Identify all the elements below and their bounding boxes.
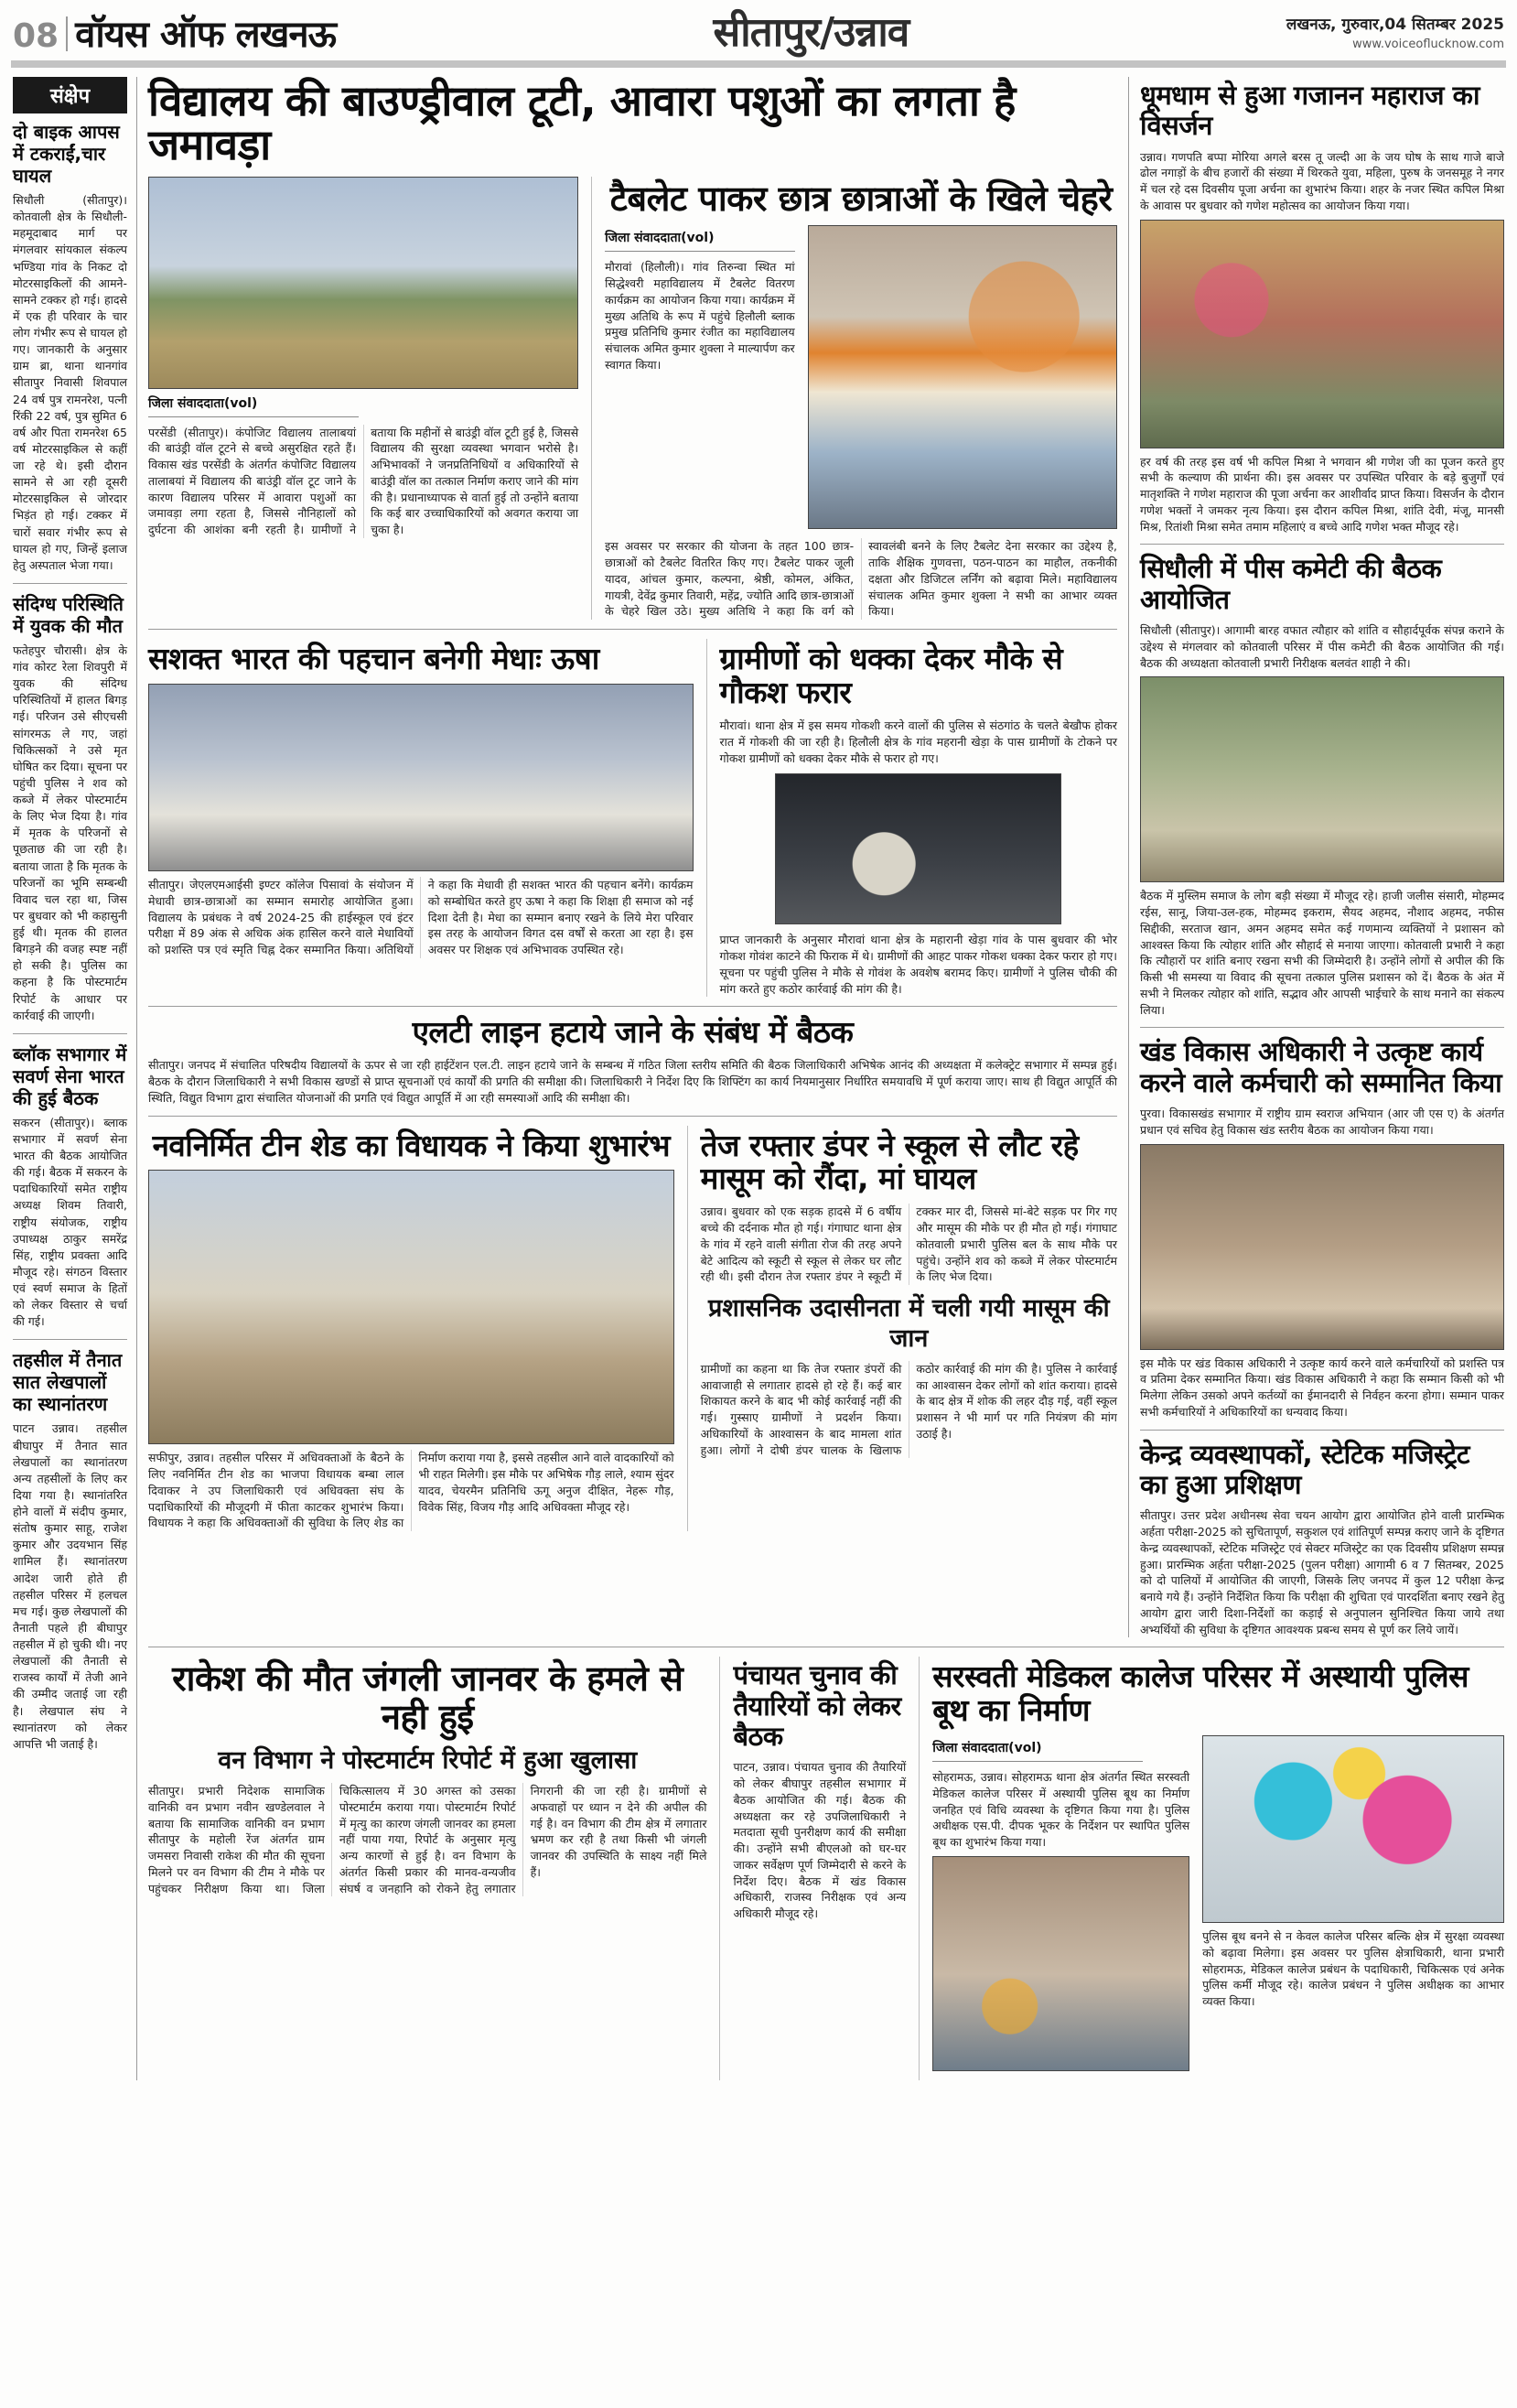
- article-body: बैठक में मुस्लिम समाज के लोग बड़ी संख्या में मौजूद रहे। हाजी जलीस संसारी, मोहम्मद रईस, सानू, जिया-उल-हक, मोहम्मद इकराम, सैयद अहमद, नौशाद अहमद, नफीस सिद्दीकी, सरताज खान, अमन अहमद समेत कई गणमान्य व्यक्तियों ने प्रशासन को आश्वस्त किया कि त्योहार शांति और सौहार्द से मनाया जाएगा। कोतवाली प्रभारी ने कहा कि त्यौहारों पर शांति बनाए रखना सभी की जिम्मेदारी है। उन्होंने लोगों से अपील की कि किसी भी समस्या या विवाद की सूचना तत्काल पुलिस प्रशासन को दें। बैठक के अंत में सभी ने मिलकर त्योहार को शांति, सद्भाव और आपसी भाईचारे के साथ मनाने का संकल्प लिया।: [1140, 889, 1504, 1017]
- right-column: [1140, 77, 1504, 1637]
- article-dumper-accident: [687, 1126, 1117, 1532]
- subhead-administrative-apathy: प्रशासनिक उदासीनता में चली गयी मासूम की जान: [708, 1294, 1110, 1353]
- article-body: ग्रामीणों का कहना था कि तेज रफ्तार डंपरों की आवाजाही से लगातार हादसे हो रहे हैं। कई बार शिकायत करने के बाद भी कोई कार्रवाई नहीं की गई। गुस्साए ग्रामीणों ने प्रदर्शन किया। अधिकारियों के आश्वासन के बाद मामला शांत हुआ। लोगों ने दोषी डंपर चालक के खिलाफ कठोर कार्रवाई की मांग की है। पुलिस ने कार्रवाई का आश्वासन देकर लोगों को शांत कराया। हादसे के बाद क्षेत्र में शोक की लहर दौड़ गई, वहीं स्कूल प्रशासन ने भी मार्ग पर गति नियंत्रण की मांग उठाई है।: [700, 1361, 1117, 1457]
- article-lead: मौरावां। थाना क्षेत्र में इस समय गोकशी करने वालों की पुलिस से संठगांठ के चलते बेखौफ होकर रात में गोकशी की जा रही है। हिलौली क्षेत्र के गांव महरानी खेड़ा के पास ग्रामीणों के टोकने पर गोकश ग्रामीणों को धक्का देकर मौके से फरार हो गए।: [719, 718, 1117, 765]
- sidebar-article-savarna-sena-meeting: [13, 1043, 127, 1331]
- masthead-divider: [66, 16, 68, 51]
- masthead: [0, 0, 1517, 57]
- article-lead: उन्नाव। बुधवार को एक सड़क हादसे में 6 वर्षीय बच्चे की दर्दनाक मौत हो गई। गंगाघाट थाना क्षेत्र के गांव में रहने वाली संगीता रोज की तरह अपने बेटे आदित्य को स्कूटी से स्कूल से लेकर घर लौट रही थी। इसी दौरान तेज रफ्तार डंपर ने स्कूटी में टक्कर मार दी, जिससे मां-बेटे सड़क पर गिर गए और मासूम की मौके पर ही मौत हो गई। गंगाघाट कोतवाली प्रभारी पुलिस बल के साथ मौके पर पहुंचे। उन्होंने शव को कब्जे में लेकर पोस्टमार्टम के लिए भेज दिया।: [700, 1204, 1117, 1284]
- headline-lt-line-meeting: एलटी लाइन हटाये जाने के संबंध में बैठक: [412, 1014, 854, 1051]
- section-name: सीतापुर/उन्नाव: [713, 9, 909, 57]
- headline-tin-shed: नवनिर्मित टीन शेड का विधायक ने किया शुभारंभ: [152, 1127, 671, 1163]
- main-column: [148, 77, 1129, 1637]
- dateline: लखनऊ, गुरुवार,04 सितम्बर 2025: [1286, 16, 1504, 34]
- headline-dumper-accident: तेज रफ्तार डंपर ने स्कूल से लौट रहे मासूम को रौंदा, मां घायल: [700, 1127, 1079, 1197]
- separator: [13, 583, 127, 584]
- article-body: सफीपुर, उन्नाव। तहसील परिसर में अधिवक्ताओं के बैठने के लिए नवनिर्मित टीन शेड का भाजपा विधायक बम्बा लाल दिवाकर ने उप जिलाधिकारी एवं अधिवक्ता संघ के पदाधिकारियों की मौजूदगी में फीता काटकर शुभारंभ किया। विधायक ने कहा कि अधिवक्ताओं की सुविधा के लिए शेड का निर्माण कराया गया है, इससे तहसील आने वाले वादकारियों को भी राहत मिलेगी। इस मौके पर अभिषेक गौड़ लाले, श्याम सुंदर यादव, चेयरमैन प्रतिनिधि ऊगू अनुज दीक्षित, नेहरू गौड़, विवेक सिंह, विजय गौड़ आदि अधिवक्ता मौजूद रहे।: [148, 1451, 674, 1530]
- article-peace-committee: [1140, 554, 1504, 1018]
- sidebar-article-bike-collision: [13, 121, 127, 574]
- sidebar-body: सकरन (सीतापुर)। ब्लाक सभागार में सवर्ण सेना भारत की बैठक आयोजित की गई। बैठक में सकरन के पदाधिकारियों समेत राष्ट्रीय अध्यक्ष शिवम तिवारी, राष्ट्रीय संयोजक, राष्ट्रीय उपाध्यक्ष ठाकुर समरेंद्र सिंह, राष्ट्रीय प्रवक्ता आदि मौजूद रहे। संगठन विस्तार एवं स्वर्ण समाज के हितों को लेकर विस्तार से चर्चा की गई।: [13, 1115, 127, 1329]
- sidebar-headline: ब्लॉक सभागार में सवर्ण सेना भारत की हुई बैठक: [13, 1042, 127, 1109]
- headline-magistrate-training: केन्द्र व्यवस्थापकों, स्टेटिक मजिस्ट्रेट का हुआ प्रशिक्षण: [1140, 1438, 1469, 1500]
- article-school-boundary: [148, 177, 578, 621]
- headline-ganesh-visarjan: धूमधाम से हुआ गजानन महाराज का विसर्जन: [1140, 80, 1479, 142]
- article-lead: मौरावां (हिलौली)। गांव तिरुन्वा स्थित मां सिद्धेश्वरी महाविद्यालय में टैबलेट वितरण कार्यक्रम का आयोजन किया गया। कार्यक्रम में मुख्य अतिथि के रूप में पहुंचे हिलौली ब्लाक प्रमुख प्रतिनिधि कुमार रंजीत का महाविद्यालय संचालक अमित कुमार शुक्ला ने माल्यार्पण कर स्वागत किया।: [605, 260, 795, 372]
- article-police-booth: [919, 1657, 1504, 2080]
- article-body: इस मौके पर खंड विकास अधिकारी ने उत्कृष्ट कार्य करने वाले कर्मचारियों को प्रशस्ति पत्र व प्रतिमा देकर सम्मानित किया। खंड विकास अधिकारी ने कहा कि सम्मान किसी को भी मिलेगा लेकिन उसको अपने कर्तव्यों का ईमानदारी से निर्वहन करना होगा। सम्मान पाकर सभी कर्मचारियों ने अधिकारियों का धन्यवाद किया।: [1140, 1355, 1504, 1419]
- police-booth-pooja-photo: [932, 1856, 1189, 2071]
- sidebar-headline: संदिग्ध परिस्थिति में युवक की मौत: [13, 592, 124, 637]
- article-ganesh-visarjan: [1140, 81, 1504, 535]
- headline-school-boundary-wall: विद्यालय की बाउण्ड्रीवाल टूटी, आवारा पशुओं का लगता है जमावड़ा: [148, 76, 1016, 170]
- website-url: www.voiceoflucknow.com: [1352, 38, 1504, 51]
- headline-rakesh-death: राकेश की मौत जंगली जानवर के हमले से नही हुई: [172, 1658, 683, 1738]
- article-body: इस अवसर पर सरकार की योजना के तहत 100 छात्र-छात्राओं को टैबलेट वितरित किए गए। टैबलेट पाकर जूली यादव, आंचल कुमार, कल्पना, श्रेष्ठी, कोमल, अंकित, गायत्री, देवेंद्र कुमार तिवारी, महेंद्र, ज्योति आदि छात्र-छात्राओं के चेहरे खिल उठे। मुख्य अतिथि ने कहा कि वर्ग को स्वावलंबी बनने के लिए टैबलेट देना सरकार का उद्देश्य है, ताकि शैक्षिक गुणवत्ता, पठन-पाठन का माहौल, तकनीकी दक्षता और डिजिटल लर्निंग को बढ़ावा मिले। महाविद्यालय संचालक अमित कुमार शुक्ला ने सभी का आभार व्यक्त किया।: [605, 539, 1117, 619]
- page-number: 08: [13, 16, 59, 55]
- article-body: सीतापुर। जेएलएमआईसी इण्टर कॉलेज पिसावां के संयोजन में मेधावी छात्र-छात्राओं का सम्मान समारोह आयोजित हुआ। विद्यालय के प्रबंधक ने वर्ष 2024-25 की हाईस्कूल एवं इंटर परीक्षा में 89 अंक से अधिक अंक हासिल करने वाले मेधावियों को प्रशस्ति पत्र एवं स्मृति चिह्न देकर सम्मानित किया। अतिथियों ने कहा कि मेधावी ही सशक्त भारत की पहचान बनेंगे। कार्यक्रम को सम्बोधित करते हुए ऊषा ने कहा कि शिक्षा ही समाज को नई दिशा देती है। मेधा का सम्मान बनाए रखने के लिये मेरा परिवार इस तरह के आयोजन विगत दस वर्षों से करता आ रहा है। इस अवसर पर शिक्षक एवं अभिभावक उपस्थित रहे।: [148, 878, 694, 957]
- sidebar-headline: दो बाइक आपस में टकराईं,चार घायल: [13, 121, 120, 187]
- separator: [148, 629, 1117, 630]
- headline-gokash-farar: ग्रामीणों को धक्का देकर मौके से गौकश फरार: [719, 641, 1063, 711]
- tin-shed-inauguration-photo: [148, 1170, 674, 1444]
- article-body: पुरवा। विकासखंड सभागार में राष्ट्रीय ग्राम स्वराज अभियान (आर जी एस ए) के अंतर्गत प्रधान एवं सचिव हेतु विकास खंड स्तरीय बैठक का आयोजन किया गया।: [1140, 1107, 1504, 1137]
- article-body: उन्नाव। गणपति बप्पा मोरिया अगले बरस तू जल्दी आ के जय घोष के साथ गाजे बाजे ढोल नगाड़ों के बीच हजारों की संख्या में थिरकते युवा, महिला, पुरुष के जनसमूह ने नगर में चल रहे दस दिवसीय पूजा अर्चना का शुभारंभ किया। शहर के नजर स्थित कपिल मिश्रा के आवास पर बुधवार को गणेश महोत्सव का आयोजन किया गया।: [1140, 149, 1504, 212]
- article-rakesh-death: [148, 1657, 706, 2080]
- ganesh-procession-photo: [1140, 220, 1504, 448]
- article-body: हर वर्ष की तरह इस वर्ष भी कपिल मिश्रा ने भगवान श्री गणेश जी का पूजन करते हुए सभी के कल्याण की प्रार्थना की। इस अवसर पर उपस्थित परिवार के बड़े बुजुर्गों एवं मातृशक्ति ने गणेश महाराज की पूजा अर्चना कर आशीर्वाद प्राप्त किया। विसर्जन के दौरान गणेश भक्तों ने जमकर नृत्य किया। इस दौरान कपिल मिश्रा, शांति देवी, मंजू, मानसी मिश्र, रितांशी मिश्रा समेत तमाम महिलाएं व बच्चे आदि गणेश भक्त मौजूद रहे।: [1140, 454, 1504, 534]
- article-gokash-farar: [706, 639, 1117, 997]
- byline-district-correspondent: जिला संवाददाता(vol): [932, 1739, 1143, 1762]
- article-body: पुलिस बूथ बनने से न केवल कालेज परिसर बल्कि क्षेत्र में सुरक्षा व्यवस्था को बढ़ावा मिलेगा। इस अवसर पर पुलिस क्षेत्राधिकारी, थाना प्रभारी सोहरामऊ, मेडिकल कालेज प्रबंधन के पदाधिकारी, चिकित्सक एवं अनेक पुलिस कर्मी मौजूद रहे। कालेज प्रबंधन ने पुलिस अधीक्षक का आभार व्यक्त किया।: [1202, 1929, 1504, 2009]
- article-body: प्राप्त जानकारी के अनुसार मौरावां थाना क्षेत्र के महारानी खेड़ा गांव के पास बुधवार की भोर गोकश गोवंश काटने की फिराक में थे। ग्रामीणों की आहट पाकर गोकश धक्का देकर फरार हो गए। सूचना पर पहुंची पुलिस ने मौके से गोवंश के अवशेष बरामद किए। ग्रामीणों ने पुलिस चौकी की मांग करते हुए कठोर कार्रवाई की मांग की है।: [719, 933, 1117, 996]
- article-body: परसेंडी (सीतापुर)। कंपोजिट विद्यालय तालाबयां की बाउंड्री वॉल टूटने से बच्चे असुरक्षित रहते हैं। विकास खंड परसेंडी के अंतर्गत कंपोजिट विद्यालय तालाबयां में विद्यालय की बाउंड्री वॉल टूट जाने के कारण विद्यालय परिसर में आवारा पशुओं का जमावड़ा लगा रहता है, जिससे नौनिहालों को दुर्घटना की आशंका बनी रहती है। ग्रामीणों ने बताया कि महीनों से बाउंड्री वॉल टूटी हुई है, जिससे विद्यालय की सुरक्षा व्यवस्था भगवान भरोसे है। अभिभावकों ने जनप्रतिनिधियों व अधिकारियों से बाउंड्री वॉल का तत्काल निर्माण कराए जाने की मांग की है। प्रधानाध्यापक से वार्ता हुई तो उन्होंने बताया कि कई बार उच्चाधिकारियों को अवगत कराया जा चुका है।: [148, 425, 579, 537]
- article-body: सीतापुर। प्रभारी निदेशक सामाजिक वानिकी वन प्रभाग नवीन खण्डेलवाल ने बताया कि सामाजिक वानिकी वन प्रभाग सीतापुर के महोली रेंज अंतर्गत ग्राम जमसरा निवासी राकेश की मौत की सूचना मिलने पर वन विभाग की टीम ने मौके पर पहुंचकर निरीक्षण किया था। जिला चिकित्सालय में 30 अगस्त को उसका पोस्टमार्टम कराया गया। पोस्टमार्टम रिपोर्ट में मृत्यु का कारण जंगली जानवर का हमला नहीं पाया गया, रिपोर्ट के अनुसार मृत्यु अन्य कारणों से हुई है। वन विभाग के अंतर्गत किसी प्रकार की मानव-वन्यजीव संघर्ष व जनहानि को रोकने हेतु लगातार निगरानी की जा रही है। ग्रामीणों से अफवाहों पर ध्यान न देने की अपील की गई है। वन विभाग की टीम क्षेत्र में लगातार भ्रमण कर रही है तथा किसी भी जंगली जानवर की उपस्थिति के साक्ष्य नहीं मिले हैं।: [148, 1784, 707, 1895]
- article-body: सीतापुर। उत्तर प्रदेश अधीनस्थ सेवा चयन आयोग द्वारा आयोजित होने वाली प्रारम्भिक अर्हता परीक्षा-2025 को सुचितापूर्ण, सकुशल एवं शांतिपूर्ण सम्पन्न कराए जाने के दृष्टिगत केन्द्र व्यवस्थापकों, स्टेटिक मजिस्ट्रेट एवं सेक्टर मजिस्ट्रेट का एक दिवसीय प्रशिक्षण सम्पन्न हुआ। प्रारम्भिक अर्हता परीक्षा-2025 (पुलन परीक्षा) आगामी 6 व 7 सितम्बर, 2025 को दो पालियों में आयोजित की जाएगी, जिसके लिए जनपद में कुल 12 परीक्षा केन्द्र बनाये गये हैं। उन्होंने निर्देशित किया कि परीक्षा की शुचिता एवं पारदर्शिता बनाए रखने हेतु आयोग द्वारा जारी दिशा-निर्देशों का कड़ाई से अनुपालन सुनिश्चित किया जाये तथा अभ्यर्थियों की सुविधा के दृष्टिगत आवश्यक प्रबन्ध समय से पूर्ण कर लिये जायें।: [1140, 1508, 1504, 1636]
- sidebar-body: पाटन उन्नाव। तहसील बीघापुर में तैनात सात लेखपालों का स्थानांतरण अन्य तहसीलों के लिए कर दिया गया है। स्थानांतरित होने वालों में संदीप कुमार, संतोष कुमार साहू, राजेश कुमार और उदयभान सिंह शामिल हैं। स्थानांतरण आदेश जारी होते ही तहसील परिसर में हलचल मच गई। कुछ लेखपालों की तैनाती पहले ही बीघापुर तहसील में हो चुकी थी। नए लेखपालों की तैनाती से राजस्व कार्यों में तेजी आने की उम्मीद जताई जा रही है। लेखपाल संघ ने स्थानांतरण को लेकर आपत्ति भी जताई है।: [13, 1421, 127, 1751]
- sidebar-headline: तहसील में तैनात सात लेखपालों का स्थानांतरण: [13, 1349, 123, 1416]
- masthead-rule: [11, 60, 1506, 68]
- separator: [148, 1006, 1117, 1007]
- article-body: सिधौली (सीतापुर)। आगामी बारह वफात त्यौहार को शांति व सौहार्दपूर्वक संपन्न कराने के उद्देश्य से मंगलवार को कोतवाली परिसर में पीस कमेटी की बैठक आयोजित की गई। बैठक की अध्यक्षता कोतवाली प्रभारी निरीक्षक बलवंत शाही ने की।: [1140, 623, 1504, 670]
- sidebar-article-youth-death: [13, 593, 127, 1024]
- article-medha-samman: [148, 639, 694, 997]
- award-ceremony-group-photo: [148, 684, 694, 871]
- article-panchayat-election: [719, 1657, 906, 2080]
- tablet-distribution-photo: [808, 225, 1117, 529]
- separator: [1140, 1430, 1504, 1431]
- subhead-forest-dept-postmortem: वन विभाग ने पोस्टमार्टम रिपोर्ट में हुआ खुलासा: [218, 1745, 638, 1775]
- article-magistrate-training: [1140, 1440, 1504, 1638]
- byline-district-correspondent: जिला संवाददाता(vol): [148, 394, 359, 417]
- sidebar-body: फतेहपुर चौरासी। क्षेत्र के गांव कोरट रेला शिवपुरी में युवक की संदिग्ध परिस्थितियों में हालत बिगड़ गई। परिजन उसे सीएचसी सांगरमऊ ले गए, जहां चिकित्सकों ने उसे मृत घोषित कर दिया। सूचना पर पहुंची पुलिस ने शव को कब्जे में लेकर पोस्टमार्टम के लिए भेज दिया है। गांव में मृतक के परिजनों से पूछताछ की जा रही है। बताया जाता है कि मृतक के परिजनों का भूमि सम्बन्धी विवाद चल रहा था, जिस पर बुधवार को भी कहासुनी हुई थी। मृतक की हालत बिगड़ने की वजह स्पष्ट नहीं हो सकी है। पुलिस का कहना है कि पोस्टमार्टम रिपोर्ट के आधार पर कार्रवाई की जाएगी।: [13, 642, 127, 1022]
- headline-panchayat-election: पंचायत चुनाव की तैयारियों को लेकर बैठक: [733, 1659, 901, 1752]
- byline-district-correspondent: जिला संवाददाता(vol): [605, 229, 794, 252]
- bdo-felicitation-photo: [1140, 1144, 1504, 1350]
- night-cattle-photo: [775, 773, 1061, 924]
- headline-medha-samman: सशक्त भारत की पहचान बनेगी मेधाः ऊषा: [148, 641, 599, 677]
- separator: [13, 1033, 127, 1034]
- bottom-band: [148, 1647, 1504, 2080]
- article-bdo-honour: [1140, 1037, 1504, 1420]
- article-lead: सोहरामऊ, उन्नाव। सोहरामऊ थाना क्षेत्र अंतर्गत स्थित सरस्वती मेडिकल कालेज परिसर में अस्थायी पुलिस बूथ का निर्माण जनहित एवं विधि व्यवस्था के दृष्टिगत किया गया है। पुलिस अधीक्षक एस.पी. दीपक भूकर के निर्देशन पर स्थापित पुलिस बूथ का शुभारंभ किया गया।: [932, 1770, 1190, 1850]
- article-tin-shed-inauguration: [148, 1126, 674, 1532]
- school-building-photo: [148, 177, 578, 389]
- sidebar-article-lekhpal-transfer: [13, 1349, 127, 1753]
- sidebar-body: सिधौली (सीतापुर)। कोतवाली क्षेत्र के सिधौली-महमूदाबाद मार्ग पर मंगलवार सांयकाल संकल्प भण्डिया गांव के निकट दो मोटरसाइकिलों की आमने-सामने टक्कर हो गई। हादसे में एक ही परिवार के चार लोग गंभीर रूप से घायल हो गए। जानकारी के अनुसार ग्राम ब्रा, थाना थानगांव सीतापुर निवासी शिवपाल 24 वर्ष पुत्र रामनरेश, पत्नी रिंकी 22 वर्ष, पुत्र सुमित 6 वर्ष और पिता रामनरेश 65 वर्ष मोटरसाइकिल से कहीं जा रहे थे। इसी दौरान सामने से आ रही दूसरी मोटरसाइकिल से जोरदार भिड़ंत हो गई। टक्कर में चारों सवार गंभीर रूप से घायल हो गए, जिन्हें इलाज हेतु अस्पताल भेजा गया।: [13, 193, 127, 572]
- headline-bdo-honour: खंड विकास अधिकारी ने उत्कृष्ट कार्य करने वाले कर्मचारी को सम्मानित किया: [1140, 1036, 1502, 1098]
- sidebar-sankshep: [13, 77, 137, 2080]
- article-lt-line-meeting: [148, 1016, 1117, 1106]
- article-body: पाटन, उन्नाव। पंचायत चुनाव की तैयारियों को लेकर बीघापुर तहसील सभागार में बैठक आयोजित की गई। बैठक की अध्यक्षता कर रहे उपजिलाधिकारी ने मतदाता सूची पुनरीक्षण कार्य की समीक्षा की। उन्होंने सभी बीएलओ को घर-घर जाकर सर्वेक्षण पूर्ण जिम्मेदारी से करने के निर्देश दिए। बैठक में खंड विकास अधिकारी, राजस्व निरीक्षक एवं अन्य अधिकारी मौजूद रहे।: [733, 1760, 907, 1921]
- headline-police-booth: सरस्वती मेडिकल कालेज परिसर में अस्थायी पुलिस बूथ का निर्माण: [932, 1658, 1469, 1729]
- sankshep-title: संक्षेप: [13, 77, 127, 113]
- separator: [148, 1116, 1117, 1117]
- peace-committee-meeting-photo: [1140, 676, 1504, 882]
- headline-peace-committee: सिधौली में पीस कमेटी की बैठक आयोजित: [1140, 553, 1442, 615]
- separator: [1140, 544, 1504, 545]
- article-tablet-distribution: [591, 177, 1117, 621]
- paper-name: वॉयस ऑफ लखनऊ: [75, 14, 337, 56]
- separator: [1140, 1027, 1504, 1028]
- separator: [13, 1339, 127, 1340]
- balloons-decoration-photo: [1202, 1735, 1504, 1923]
- article-body: सीतापुर। जनपद में संचालित परिषदीय विद्यालयों के ऊपर से जा रही हाईटेंशन एल.टी. लाइन हटाये जाने के सम्बन्ध में गठित जिला स्तरीय समिति की बैठक जिलाधिकारी अभिषेक आनंद की अध्यक्षता में कलेक्ट्रेट सभागार में सम्पन्न हुई। बैठक के दौरान जिलाधिकारी ने सभी विकास खण्डों से प्राप्त सूचनाओं एवं कार्यों की प्रगति की समीक्षा की। जिलाधिकारी ने निर्देश दिए कि शिफ्टिंग का कार्य नियमानुसार निर्धारित समयावधि में पूर्ण कराया जाए। साथ ही विद्युत आपूर्ति की स्थिति, विद्युत विभाग द्वारा संचालित योजनाओं की प्रगति एवं विद्युत आपूर्ति में आ रही समस्याओं आदि की समीक्षा की।: [148, 1058, 1117, 1105]
- headline-tablet-distribution: टैबलेट पाकर छात्र छात्राओं के खिले चेहरे: [609, 178, 1113, 219]
